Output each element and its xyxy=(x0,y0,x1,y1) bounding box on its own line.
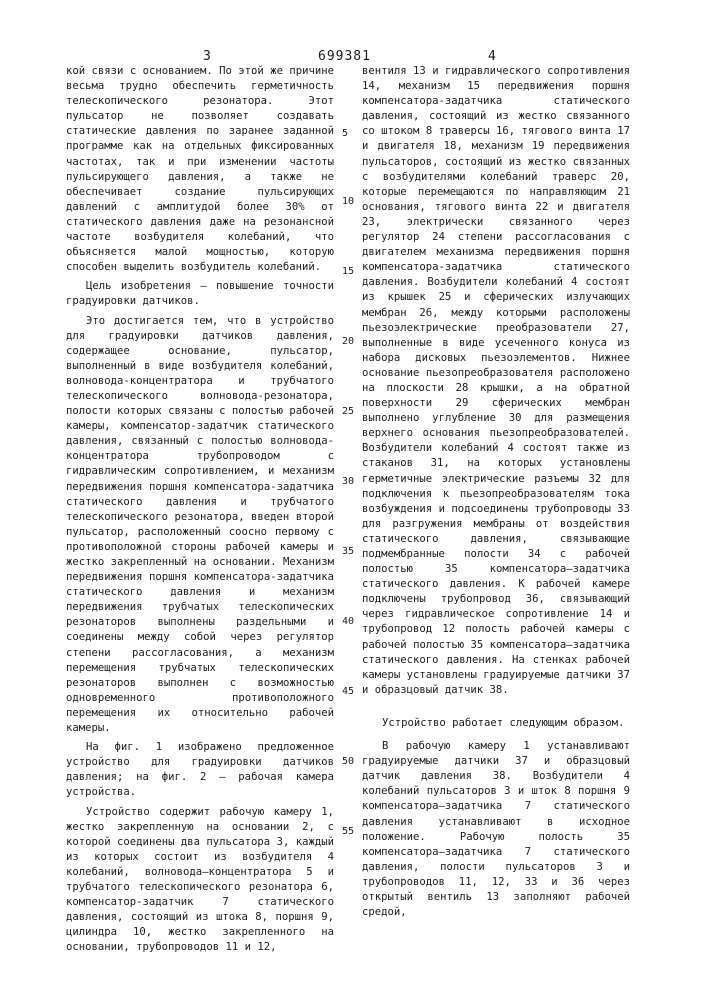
line-number: 50 xyxy=(342,756,354,767)
line-number: 30 xyxy=(342,476,354,487)
right-column xyxy=(362,64,630,920)
line-number: 25 xyxy=(342,406,354,417)
paragraph: Цель изобретения – повышение точности градуировки датчиков. xyxy=(66,279,334,309)
patent-number: 699381 xyxy=(318,49,371,64)
paragraph: Устройство работает следующим образом. xyxy=(362,716,630,731)
left-column xyxy=(66,64,334,955)
page-number-left: 3 xyxy=(203,49,211,64)
line-number: 10 xyxy=(342,196,354,207)
line-number: 55 xyxy=(342,826,354,837)
line-number: 45 xyxy=(342,686,354,697)
page-number-right: 4 xyxy=(488,49,496,64)
paragraph: Это достигается тем, что в устройство для градуировки датчиков давления, содержащее основание, пульсатор, выполненный в виде возбудителя колебаний, волновода-концентратора и трубчатого телескопического волновода-резонатора, полости которых связаны с полостью рабочей камеры, компенсатор-задатчик статического давления, связанный с полостью волновода-концентратора трубопроводом с гидравлическим сопротивлением, и механизм передвижения поршня компенсатора-задатчика статического давления и трубчатого телескопического резонатора, введен второй пульсатор, расположенный соосно первому с противоположной стороны рабочей камеры и жестко закрепленный на основании. Механизм передвижения поршня компенсатора-задатчика статического давления и механизм передвижения трубчатых телескопических резонаторов выполнены раздельными и соединены между собой через регулятор степени рассогласования, а механизм перемещения трубчатых телескопических резонаторов выполнен с возможностью одновременного противоположного перемещения их относительно рабочей камеры. xyxy=(66,314,334,737)
line-number: 15 xyxy=(342,266,354,277)
paragraph: В рабочую камеру 1 устанавливают градуируемые датчики 37 и образцовый датчик давления 38. Возбудители 4 колебаний пульсаторов 3 и шток 8 поршня 9 компенсатора–задатчика 7 статического давления устанавливают в исходное положение. Рабочую полость 35 компенсатора–задатчика 7 статического давления, полости пульсаторов 3 и трубопроводов 11, 12, 33 и 36 через открытый вентиль 13 заполняют рабочей средой, xyxy=(362,739,630,920)
paragraph: вентиля 13 и гидравлического сопротивления 14, механизм 15 передвижения поршня компенсатора-задатчика статического давления, состоящий из жестко связанного со штоком 8 траверсы 16, тягового винта 17 и двигателя 18, механизм 19 передвижения пульсаторов, состоящий из жестко связанных с возбудителями колебаний траверс 20, которые перемещаются по направляющим 21 основания, тягового винта 22 и двигателя 23, электрически связанного через регулятор 24 степени рассогласования с двигателем механизма передвижения поршня компенсатора-задатчика статического давления. Возбудители колебаний 4 состоят из крышек 25 и сферических излучающих мембран 26, между которыми расположены пьезоэлектрические преобразователи 27, выполненные в виде усеченного конуса из набора дисковых пьезоэлементов. Нижнее основание пьезопреобразователя расположено на плоскости 28 крышки, а на обратной поверхности 29 сферических мембран выполнено углубление 30 для размещения верхнего основания пьезопреобразователей. Возбудители колебаний 4 состоят также из стаканов 31, на которых установлены герметичные электрические разъемы 32 для подключения к пьезопреобразователям тока возбуждения и подсоединены трубопроводы 33 для разгружения мембраны от воздействия статического давления, связывающие подмембранные полости 34 с рабочей полостью 35 компенсатора–задатчика статического давления. К рабочей камере подключены трубопровод 36, связывающий через гидравлическое сопротивление 14 и трубопровод 12 полость рабочей камеры с рабочей полостью 35 компенсатора–задатчика статического давления. На стенках рабочей камеры установлены градуируемые датчики 37 и образцовый датчик 38. xyxy=(362,64,630,698)
line-number: 20 xyxy=(342,336,354,347)
line-number: 35 xyxy=(342,546,354,557)
line-number: 5 xyxy=(342,128,348,139)
paragraph: кой связи с основанием. По этой же причине весьма трудно обеспечить герметичность телескопического резонатора. Этот пульсатор не позволяет создавать статические давления по заранее заданной программе как на отдельных фиксированных частотах, так и при изменении частоты пульсирующего давления, а также не обеспечивает создание пульсирующих давлений с амплитудой более 30% от статического давления даже на резонансной частоте возбудителя колебаний, что объясняется малой мощностью, которую способен выделить возбудитель колебаний. xyxy=(66,64,334,275)
paragraph: На фиг. 1 изображено предложенное устройство для градуировки датчиков давления; на фиг. 2 – рабочая камера устройства. xyxy=(66,740,334,800)
line-number: 40 xyxy=(342,616,354,627)
paragraph: Устройство содержит рабочую камеру 1, жестко закрепленную на основании 2, с которой соединены два пульсатора 3, каждый из которых состоит из возбудителя 4 колебаний, волновода–концентратора 5 и трубчатого телескопического резонатора 6, компенсатор-задатчик 7 статического давления, состоящий из штока 8, поршня 9, цилиндра 10, жестко закрепленного на основании, трубопроводов 11 и 12, xyxy=(66,805,334,956)
